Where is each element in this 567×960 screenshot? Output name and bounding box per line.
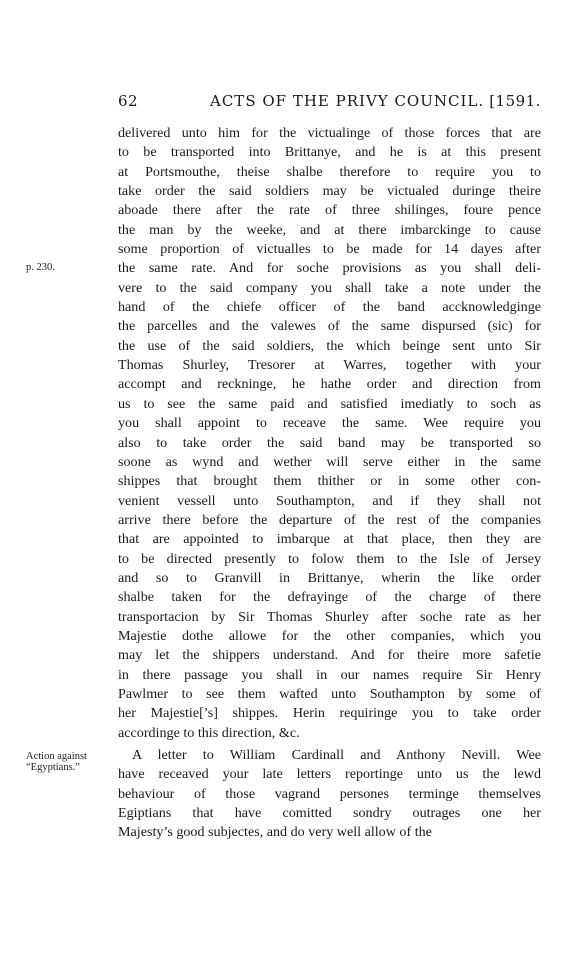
- text-line: some proportion of victualles to be made for 14 dayes after: [118, 241, 541, 258]
- text-line: at Portsmouthe, theise shalbe therefore to require you to: [118, 163, 541, 180]
- year-marker: [1591.: [489, 92, 541, 110]
- text-line: Thomas Shurley, Tresorer at Warres, together with your: [118, 357, 541, 374]
- text-line: Majestie dothe allowe for the other companies, which you: [118, 627, 541, 644]
- text-line: have receaved your late letters reportinge unto us the lewd: [118, 766, 541, 783]
- text-line: may let the shippers understand. And for theire more safetie: [118, 647, 541, 664]
- text-line: to be transported into Brittanye, and he is at this present: [118, 144, 541, 161]
- text-line: shalbe taken for the defrayinge of the charge of there: [118, 589, 541, 606]
- margin-page-ref: p. 230.: [26, 262, 55, 273]
- text-line: also to take order the said band may be transported so: [118, 434, 541, 451]
- text-line: Pawlmer to see them wafted unto Southampton by some of: [118, 685, 541, 702]
- text-line: hand of the chiefe officer of the band accknowledginge: [118, 299, 541, 316]
- text-line: Majesty’s good subjectes, and do very well allow of the: [118, 824, 432, 841]
- text-line: us to see the same paid and satisfied imediatly to soch as: [118, 395, 541, 412]
- text-line: the parcelles and the valewes of the same dispursed (sic) for: [118, 318, 541, 335]
- text-line: and so to Granvill in Brittanye, wherin the like order: [118, 569, 541, 586]
- text-line: you shall appoint to receave the same. Wee require you: [118, 415, 541, 432]
- text-line: behaviour of those vagrand persones terminge themselves: [118, 785, 541, 802]
- text-line: soone as wynd and wether will serve either in the same: [118, 453, 541, 470]
- text-line: delivered unto him for the victualinge of those forces that are: [118, 125, 541, 141]
- text-line: accompt and reckninge, he hathe order and direction from: [118, 376, 541, 393]
- text-line: to be directed presently to folow them to the Isle of Jersey: [118, 550, 541, 567]
- text-line: accordinge to this direction, &c.: [118, 724, 300, 741]
- text-line: the man by the weeke, and at there imbarckinge to cause: [118, 221, 541, 238]
- page-number: 62: [118, 92, 139, 110]
- text-line: A letter to William Cardinall and Anthony Nevill. Wee: [132, 747, 541, 763]
- text-line: venient vessell unto Southampton, and if they shall not: [118, 492, 541, 509]
- text-line: take order the said soldiers may be victualed duringe theire: [118, 183, 541, 200]
- text-line: shippes that brought them thither or in some other con-: [118, 473, 541, 490]
- text-line: Egiptians that have comitted sondry outrages one her: [118, 805, 541, 822]
- margin-note-action-text: Action against “Egyptians.”: [26, 751, 87, 773]
- text-line: the use of the said soldiers, the which beinge sent unto Sir: [118, 337, 541, 354]
- paragraph-1: [118, 124, 541, 743]
- text-line: arrive there before the departure of the rest of the companies: [118, 511, 541, 528]
- text-line: vere to the said company you shall take a note under the: [118, 279, 541, 296]
- text-line: aboade there after the rate of three shilinges, foure pence: [118, 202, 541, 219]
- text-line: the same rate. And for soche provisions as you shall deli-: [118, 260, 541, 277]
- text-line: that are appointed to imbarque at that place, then they are: [118, 531, 541, 548]
- text-line: her Majestie[’s] shippes. Herin requiringe you to take order: [118, 705, 541, 722]
- paragraph-2: [118, 746, 541, 843]
- text-line: transportacion by Sir Thomas Shurley after soche rate as her: [118, 608, 541, 625]
- margin-note-action: [26, 751, 96, 773]
- text-line: in there passage you shall in our names require Sir Henry: [118, 666, 541, 683]
- running-title: ACTS OF THE PRIVY COUNCIL.: [210, 92, 485, 110]
